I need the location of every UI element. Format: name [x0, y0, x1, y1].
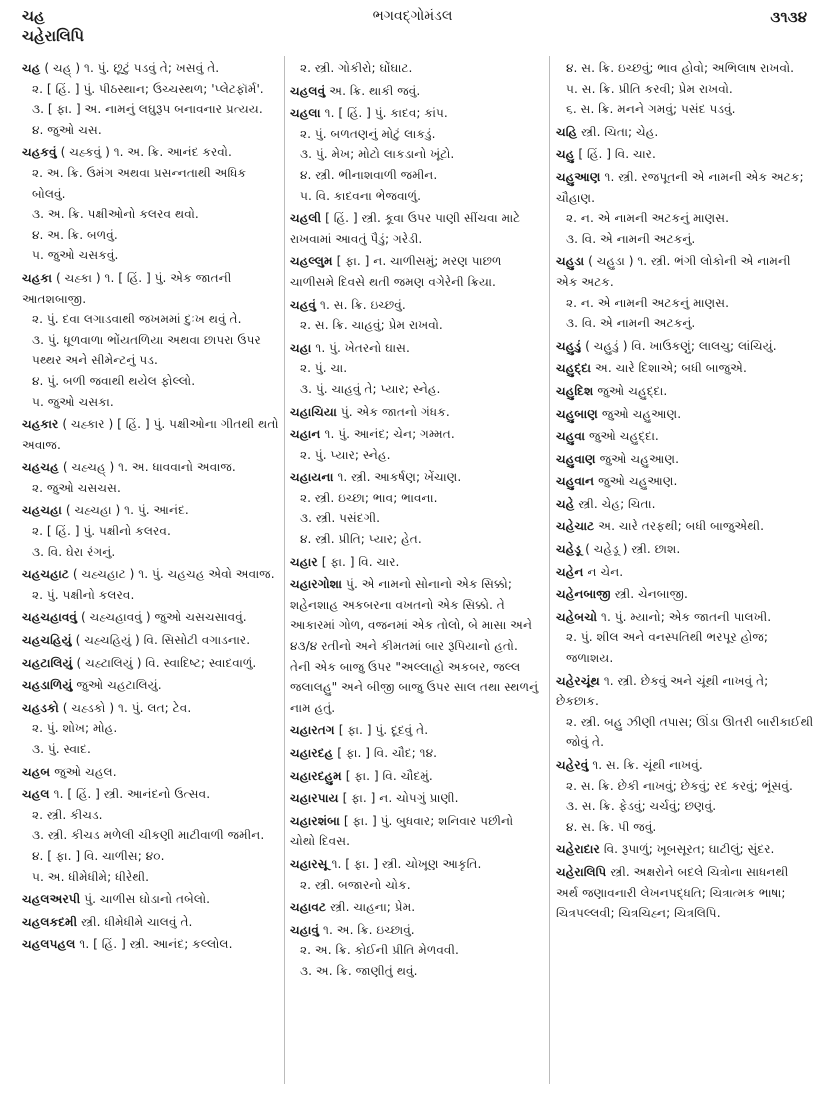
headword: ચહડાળિયું — [22, 678, 73, 693]
definition-line: ૩. સ્ત્રી. પસંદગી. — [300, 511, 380, 526]
headword: ચહ — [22, 61, 41, 75]
definition-line: ૨. [ હિં. ] પું. પીઠસ્થાન; ઉચ્ચસ્થળ; 'પ્લેટફૉર્મ'. — [32, 81, 264, 96]
definition-line: ૩. પું. મેખ; મોટો લાકડાનો ખૂંટો. — [300, 147, 455, 162]
definition-line: ૨. સ્ત્રી. બજારનો ચોક. — [300, 877, 411, 892]
definition-line: ૨. પું. પક્ષીનો કલરવ. — [32, 587, 135, 602]
definition-line: ૨. સ્ત્રી. ઇચ્છા; ભાવ; ભાવના. — [300, 490, 438, 505]
definition-line: જુઓ ચહટાલિયું. — [76, 678, 162, 693]
dictionary-entry — [290, 574, 542, 718]
dictionary-entry — [290, 766, 542, 787]
headword: ચહલ — [22, 787, 50, 802]
dictionary-entry — [556, 167, 814, 249]
definition-line: ૫. સ. ક્રિ. પ્રીતિ કરવી; પ્રેમ રાખવો. — [566, 81, 733, 96]
headword: ચહેબચો — [556, 609, 597, 624]
definition-line: ( ચહેડૂ ) સ્ત્રી. છાશ. — [585, 542, 681, 557]
definition-line: જુઓ ચહુઆણ. — [598, 474, 678, 489]
dictionary-entry — [22, 653, 280, 674]
dictionary-entry — [22, 457, 280, 498]
dictionary-entry — [290, 58, 542, 79]
dictionary-entry — [556, 58, 814, 120]
dictionary-entry — [290, 811, 542, 852]
definition-line: ( ચહુડું ) વિ. ખાઉકણું; લાલચુ; લાંચિયું. — [585, 338, 777, 353]
definition-line: અ. ચારે દિશાએ; બધી બાજુએ. — [595, 361, 747, 376]
definition-line: ૪. સ્ત્રી. ભીનાશવાળી જમીન. — [300, 167, 438, 182]
definition-line: ૪. સ્ત્રી. પ્રીતિ; પ્યાર; હેત. — [300, 532, 422, 547]
definition-line: ૧. પું. ખેતરનો ઘાસ. — [315, 340, 410, 355]
dictionary-column-2 — [290, 58, 542, 984]
definition-line: સ્ત્રી. ચિતા; ચેહ. — [581, 124, 659, 139]
headword: ચહેરાદાર — [556, 842, 600, 857]
definition-line: ૩. અ. ક્રિ. પક્ષીઓનો કલરવ થવો. — [32, 207, 199, 222]
definition-line: ૨. પું. ચા. — [300, 361, 348, 376]
headword: ચહા — [290, 340, 312, 355]
headword: ચહચહાટ — [22, 567, 69, 582]
definition-line: ૧. [ હિં. ] પું. કાદવ; કાંપ. — [324, 106, 448, 121]
definition-line: ૪. સ. ક્રિ. પી જવું. — [566, 819, 657, 834]
definition-line: ૨. સ્ત્રી. બહુ ઝીણી તપાસ; ઊંડા ઊતરી બારીકાઈથી જોવું તે. — [566, 714, 814, 750]
definition-line: ૬. સ. ક્રિ. મનને ગમવું; પસંદ પડવું. — [566, 102, 736, 117]
definition-line: [ ફા. ] વિ. ચૌદ; ૧૪. — [337, 746, 438, 760]
definition-line: સ્ત્રી. ચેહ; ચિતા. — [578, 496, 656, 511]
definition-line: ( ચહ્કાર ) [ હિં. ] પું. પક્ષીઓના ગીતથી થતો અવાજ. — [22, 417, 279, 452]
definition-line: ૫. વિ. કાદવના ભેજવાળું. — [300, 188, 422, 203]
headword: ચહુવાણ — [556, 451, 596, 466]
headword: ચહુદિશ — [556, 383, 594, 398]
dictionary-entry — [556, 562, 814, 583]
dictionary-entry — [290, 338, 542, 400]
headword: ચહચહ — [22, 460, 59, 475]
definition-line: ૨. પું. શીલ અને વનસ્પતિથી ભરપૂર હોજ; જળાશય. — [566, 630, 768, 666]
dictionary-entry — [290, 920, 542, 982]
definition-line: ન ચેન. — [587, 564, 624, 579]
definition-line: ૨. સ. ક્રિ. ચાહવું; પ્રેમ રાખવો. — [300, 318, 443, 333]
headword: ચહટાલિયું — [22, 655, 73, 670]
headword: ચહુ — [556, 147, 575, 162]
definition-line: ૨. ન. એ નામની અટકનું માણસ. — [566, 211, 730, 226]
definition-line: ૪. જુઓ ચસ. — [32, 122, 102, 137]
headword: ચહેરચૂંથ — [556, 673, 600, 688]
dictionary-entry — [556, 755, 814, 837]
last-guide-word: ચહેરાલિપિ — [22, 27, 84, 45]
headword: ચહલી — [290, 211, 322, 226]
headword: ચહચહાવવું — [22, 610, 78, 625]
dictionary-entry — [290, 720, 542, 741]
dictionary-entry — [556, 426, 814, 447]
dictionary-entry — [290, 295, 542, 336]
definition-line: ૨. સ્ત્રી. કીચડ. — [32, 807, 103, 822]
definition-line: સ્ત્રી. ચાહના; પ્રેમ. — [330, 900, 416, 915]
dictionary-entry — [290, 402, 542, 423]
definition-line: ૧. સ્ત્રી. રજપૂતની એ નામની એક અટક; ચૌહાણ. — [556, 169, 804, 205]
headword: ચહેન — [556, 564, 584, 579]
page-number: ૩૧૩૪ — [770, 8, 807, 26]
dictionary-entry — [290, 467, 542, 549]
dictionary-entry — [556, 404, 814, 425]
dictionary-entry — [556, 862, 814, 924]
definition-line: ( ચહ્કા ) ૧. [ હિં. ] પું. એક જાતની આતશબાજી. — [22, 270, 232, 306]
definition-line: ૪. [ ફા. ] વિ. ચાળીસ; ૪૦. — [32, 848, 165, 863]
headword: ચહેચાટ — [556, 519, 595, 534]
definition-line: ૩. વિ. એ નામની અટકનું. — [566, 316, 696, 331]
definition-line: ૫. જુઓ ચસકવું. — [32, 248, 119, 263]
dictionary-entry — [22, 889, 280, 910]
dictionary-entry — [556, 122, 814, 143]
dictionary-entry — [556, 839, 814, 860]
dictionary-entry — [22, 142, 280, 266]
first-guide-word: ચહ — [22, 7, 45, 25]
headword: ચહારશંબા — [290, 813, 340, 828]
definition-line: સ્ત્રી. ચેનબાજી. — [614, 587, 688, 602]
definition-line: ૨. અ. ક્રિ. ઉમંગ અથવા પ્રસન્નતાથી અધિક બોલવું. — [32, 165, 247, 201]
headword: ચહલા — [290, 106, 321, 121]
definition-line: પું. ચાળીસ ઘોડાનો તબેલો. — [84, 892, 211, 907]
definition-line: ( ચહ્ડકો ) ૧. પું. લત; ટેવ. — [62, 700, 192, 715]
definition-line: [ ફા. ] ન. ચોપગું પ્રાણી. — [342, 791, 459, 806]
dictionary-entry — [22, 784, 280, 887]
dictionary-entry — [22, 698, 280, 760]
definition-line: ૨. પું. બળતણનું મોટું લાકડું. — [300, 126, 436, 141]
headword: ચહવું — [290, 297, 317, 312]
dictionary-entry — [290, 424, 542, 465]
headword: ચહેરાલિપિ — [556, 864, 607, 879]
headword: ચહાર — [290, 554, 318, 569]
definition-line: ૧. સ્ત્રી. છેકવું અને ચૂંથી નાખવું તે; છેકછાક. — [556, 673, 769, 709]
definition-line: ૧. [ ફા. ] સ્ત્રી. ચોખૂણ આકૃતિ. — [331, 856, 482, 871]
headword: ચહુડું — [556, 338, 582, 353]
dictionary-entry — [22, 607, 280, 628]
definition-line: ૨. સ્ત્રી. ગોકીરો; ઘોંઘાટ. — [300, 61, 413, 75]
definition-line: [ ફા. ] પું. બુધવાર; શનિવાર પછીનો ચોથો દિવસ. — [290, 813, 514, 849]
dictionary-entry — [22, 762, 280, 783]
book-title: ભગવદ્ગોમંડલ — [372, 8, 453, 24]
definition-line: ૩. પું. ચાહવું તે; પ્યાર; સ્નેહ. — [300, 381, 441, 396]
headword: ચહારગોશા — [290, 577, 343, 592]
dictionary-entry — [22, 58, 280, 140]
definition-line: ૨. પું. પ્યાર; સ્નેહ. — [300, 447, 391, 462]
headword: ચહચહિયું — [22, 633, 72, 648]
definition-line: સ્ત્રી. અક્ષરોને બદલે ચિત્રોના સાધનથી અર્થ જણાવનારી લેખનપદ્ધતિ; ચિત્રાત્મક ભાષા; ચિત્રપલ્લવી; ચિત્રચિહ્ન; ચિત્રલિપિ. — [556, 864, 789, 921]
headword: ચહલવું — [290, 83, 326, 98]
dictionary-entry — [556, 607, 814, 669]
definition-line: ૧. સ્ત્રી. આકર્ષણ; ખેંચાણ. — [337, 470, 462, 485]
headword: ચહડકો — [22, 700, 59, 715]
definition-line: ૧. પું. મ્યાનો; એક જાતની પાલખી. — [601, 609, 772, 624]
dictionary-entry — [22, 912, 280, 933]
dictionary-entry — [556, 671, 814, 753]
definition-line: ૪. અ. ક્રિ. બળવું. — [32, 227, 118, 242]
definition-line: ૪. સ. ક્રિ. ઇચ્છવું; ભાવ હોવો; અભિલાષ રાખવો. — [566, 61, 794, 75]
headword: ચહેરવું — [556, 758, 589, 772]
dictionary-column-1 — [22, 58, 280, 957]
headword: ચહેનબાજી — [556, 587, 611, 602]
definition-line: પું. એ નામનો સોનાનો એક સિક્કો; શહેનશાહ અકબરના વખતનો એક સિક્કો. તે આકારમાં ગોળ, વજનમાં એક તોલો, બે માસા અને ૪૩/૪ રતીનો અને કીમતમાં બાર રૂપિયાનો હતો. તેની એક બાજુ ઉપર "અલ્લાહો અકબર, જલ્લ જલાલહુ" અને બીજી બાજુ ઉપર સાલ તથા સ્થળનું નામ હતું. — [290, 577, 539, 715]
definition-line: ૨. પું. દવા લગાડવાથી જખમમાં દુઃખ થવું તે. — [32, 312, 242, 327]
headword: ચહલ્લુમ — [290, 254, 333, 269]
dictionary-entry — [556, 336, 814, 357]
definition-line: ૩. [ ફા. ] અ. નામનું લઘુરૂપ બનાવનાર પ્રત્યય. — [32, 102, 263, 117]
headword: ચહુબાણ — [556, 406, 598, 421]
headword: ચહારદહુમ — [290, 768, 342, 783]
column-divider — [549, 56, 550, 1084]
definition-line: ( ચહ્ચહિયું ) વિ. સિસોટી વગાડનાર. — [75, 633, 251, 648]
definition-line: ( ચહ્ ) ૧. પું. છૂટું પડવું તે; ખસવું તે. — [44, 61, 220, 75]
headword: ચહાન — [290, 427, 321, 442]
dictionary-entry — [556, 449, 814, 470]
dictionary-entry — [290, 897, 542, 918]
definition-line: ( ચહ્ટાલિયું ) વિ. સ્વાદિષ્ટ; સ્વાદવાળું. — [76, 655, 257, 670]
dictionary-entry — [556, 381, 814, 402]
headword: ચહકવું — [22, 145, 57, 160]
headword: ચહાવટ — [290, 900, 327, 915]
headword: ચહારપાય — [290, 791, 339, 806]
headword: ચહે — [556, 496, 575, 511]
definition-line: જુઓ ચહુદ્દા. — [597, 383, 668, 398]
headword: ચહુદ્દા — [556, 361, 592, 376]
definition-line: ૩. પું. સ્વાદ. — [32, 742, 91, 756]
headword: ચહાયના — [290, 470, 334, 485]
headword: ચહુવા — [556, 429, 585, 444]
definition-line: [ ફા. ] વિ. ચૌદમું. — [345, 768, 433, 783]
dictionary-entry — [22, 268, 280, 412]
definition-line: ( ચહ્ચહા ) ૧. પું. આનંદ. — [65, 503, 189, 518]
definition-line: જુઓ ચહુઆણ. — [601, 406, 682, 421]
definition-line: ૩. અ. ક્રિ. જાણીતું થવું. — [300, 963, 418, 978]
definition-line: ૨. ન. એ નામની અટકનું માણસ. — [566, 295, 730, 310]
definition-line: જુઓ ચહલ. — [54, 764, 117, 779]
headword: ચહિ — [556, 124, 578, 139]
definition-line: ૩. વિ. એ નામની અટકનું. — [566, 231, 696, 246]
definition-line: ( ચહ્ચહાટ ) ૧. પું. ચહચહ એવો અવાજ. — [72, 567, 275, 582]
definition-line: અ. ક્રિ. થાકી જવું. — [329, 83, 421, 98]
dictionary-entry — [556, 358, 814, 379]
headword: ચહારસૂ — [290, 856, 328, 871]
definition-line: વિ. રૂપાળું; ખૂબસૂરત; ઘાટીલું; સુંદર. — [603, 842, 775, 857]
dictionary-entry — [556, 494, 814, 515]
dictionary-entry — [290, 788, 542, 809]
headword: ચહાવું — [290, 922, 319, 937]
definition-line: [ હિં. ] વિ. ચાર. — [578, 147, 656, 162]
headword: ચહચહા — [22, 503, 62, 518]
definition-line: [ હિં. ] સ્ત્રી. કૂવા ઉપર પાણી સીંચવા માટે રાખવામાં આવતું પૈડું; ગરેડી. — [290, 211, 521, 246]
definition-line: ૧. પું. આનંદ; ચેન; ગમ્મત. — [324, 427, 455, 442]
dictionary-entry — [290, 103, 542, 206]
dictionary-entry — [290, 251, 542, 292]
definition-line: ૧. [ હિં. ] સ્ત્રી. આનંદ; કલ્લોલ. — [79, 937, 233, 952]
dictionary-entry — [290, 743, 542, 764]
definition-line: ( ચહ્ચહ્ ) ૧. અ. ધાવવાનો અવાજ. — [62, 460, 236, 475]
definition-line: જુઓ ચહુદ્દા. — [589, 429, 659, 444]
definition-line: પું. એક જાતનો ગંધક. — [340, 404, 450, 419]
definition-line: [ ફા. ] પું. દૂદવું તે. — [338, 723, 429, 738]
headword: ચહકા — [22, 270, 53, 285]
definition-line: ૨. પું. શોખ; મોહ. — [32, 721, 118, 736]
definition-line: ૩. વિ. ઘેરા રંગનું. — [32, 544, 116, 559]
dictionary-entry — [290, 208, 542, 249]
dictionary-entry — [22, 630, 280, 651]
definition-line: ( ચહ્કવું ) ૧. અ. ક્રિ. આનંદ કરવો. — [60, 145, 232, 160]
dictionary-entry — [290, 81, 542, 102]
definition-line: ૧. [ હિં. ] સ્ત્રી. આનંદનો ઉત્સવ. — [53, 787, 211, 802]
definition-line: ૨. સ. ક્રિ. છેકી નાખવું; છેકવું; રદ કરવું; ભૂંસવું. — [566, 778, 793, 793]
dictionary-entry — [556, 251, 814, 333]
definition-line: ૩. પું. ધૂળવાળા ભોંયતળિયા અથવા છાપરા ઉપર પથ્થર અને સીમેન્ટનું પડ. — [32, 332, 261, 368]
definition-line: ( ચહ્ચહાવવું ) જુઓ ચસચસાવવું. — [81, 610, 247, 625]
dictionary-entry — [22, 414, 280, 455]
headword: ચહલપહલ — [22, 937, 76, 952]
dictionary-entry — [556, 516, 814, 537]
dictionary-entry — [22, 934, 280, 955]
headword: ચહકાર — [22, 417, 59, 432]
definition-line: ૩. સ્ત્રી. કીચડ મળેલી ચીકણી માટીવાળી જમીન. — [32, 828, 265, 843]
dictionary-column-3 — [556, 58, 814, 926]
definition-line: ૧. સ. ક્રિ. ચૂંથી નાખવું. — [592, 758, 703, 772]
dictionary-entry — [22, 564, 280, 605]
definition-line: ૫. અ. ધીમેધીમે; ધીરેથી. — [32, 869, 149, 884]
headword: ચહેડૂ — [556, 542, 582, 557]
dictionary-entry — [556, 539, 814, 560]
dictionary-entry — [556, 471, 814, 492]
headword: ચહબ — [22, 764, 51, 779]
headword: ચહુડા — [556, 254, 585, 269]
definition-line: ૧. અ. ક્રિ. ઇચ્છાવું. — [323, 922, 415, 937]
definition-line: ૨. જુઓ ચસચસ. — [32, 480, 121, 495]
definition-line: સ્ત્રી. ધીમેધીમે ચાલવું તે. — [81, 914, 193, 929]
definition-line: [ ફા. ] વિ. ચાર. — [321, 554, 400, 569]
headword: ચહારતગ — [290, 723, 335, 738]
dictionary-entry — [22, 500, 280, 562]
dictionary-entry — [556, 144, 814, 165]
definition-line: ૨. [ હિં. ] પું. પક્ષીનો કલરવ. — [32, 524, 171, 539]
headword: ચહલકદમી — [22, 914, 78, 929]
headword: ચહુઆણ — [556, 169, 601, 184]
definition-line: ૪. પું. બળી જવાથી થયેલ ફોલ્લો. — [32, 373, 196, 388]
column-divider — [284, 56, 285, 1084]
definition-line: જુઓ ચહુઆણ. — [599, 451, 679, 466]
definition-line: ૩. સ. ક્રિ. ફેડવું; ચર્ચવું; છણવું. — [566, 799, 717, 814]
definition-line: ૧. સ. ક્રિ. ઇચ્છવું. — [320, 297, 406, 312]
dictionary-entry — [290, 552, 542, 573]
dictionary-entry — [290, 854, 542, 895]
dictionary-entry — [556, 584, 814, 605]
definition-line: ૫. જુઓ ચસકા. — [32, 394, 114, 409]
definition-line: ( ચહુડા ) ૧. સ્ત્રી. ભંગી લોકોની એ નામની એક અટક. — [556, 254, 791, 289]
headword: ચહાચિયા — [290, 404, 337, 419]
definition-line: ૨. અ. ક્રિ. કોઈની પ્રીતિ મેળવવી. — [300, 943, 459, 958]
definition-line: [ ફા. ] ન. ચાળીસમું; મરણ પાછળ ચાળીસમે દિવસે થતી જમણ વગેરેની ક્રિયા. — [290, 254, 502, 289]
headword: ચહુવાન — [556, 474, 595, 489]
headword: ચહારદહ — [290, 746, 334, 760]
definition-line: અ. ચારે તરફથી; બધી બાજુએથી. — [598, 519, 764, 534]
dictionary-entry — [22, 675, 280, 696]
headword: ચહલઅરપી — [22, 892, 81, 907]
